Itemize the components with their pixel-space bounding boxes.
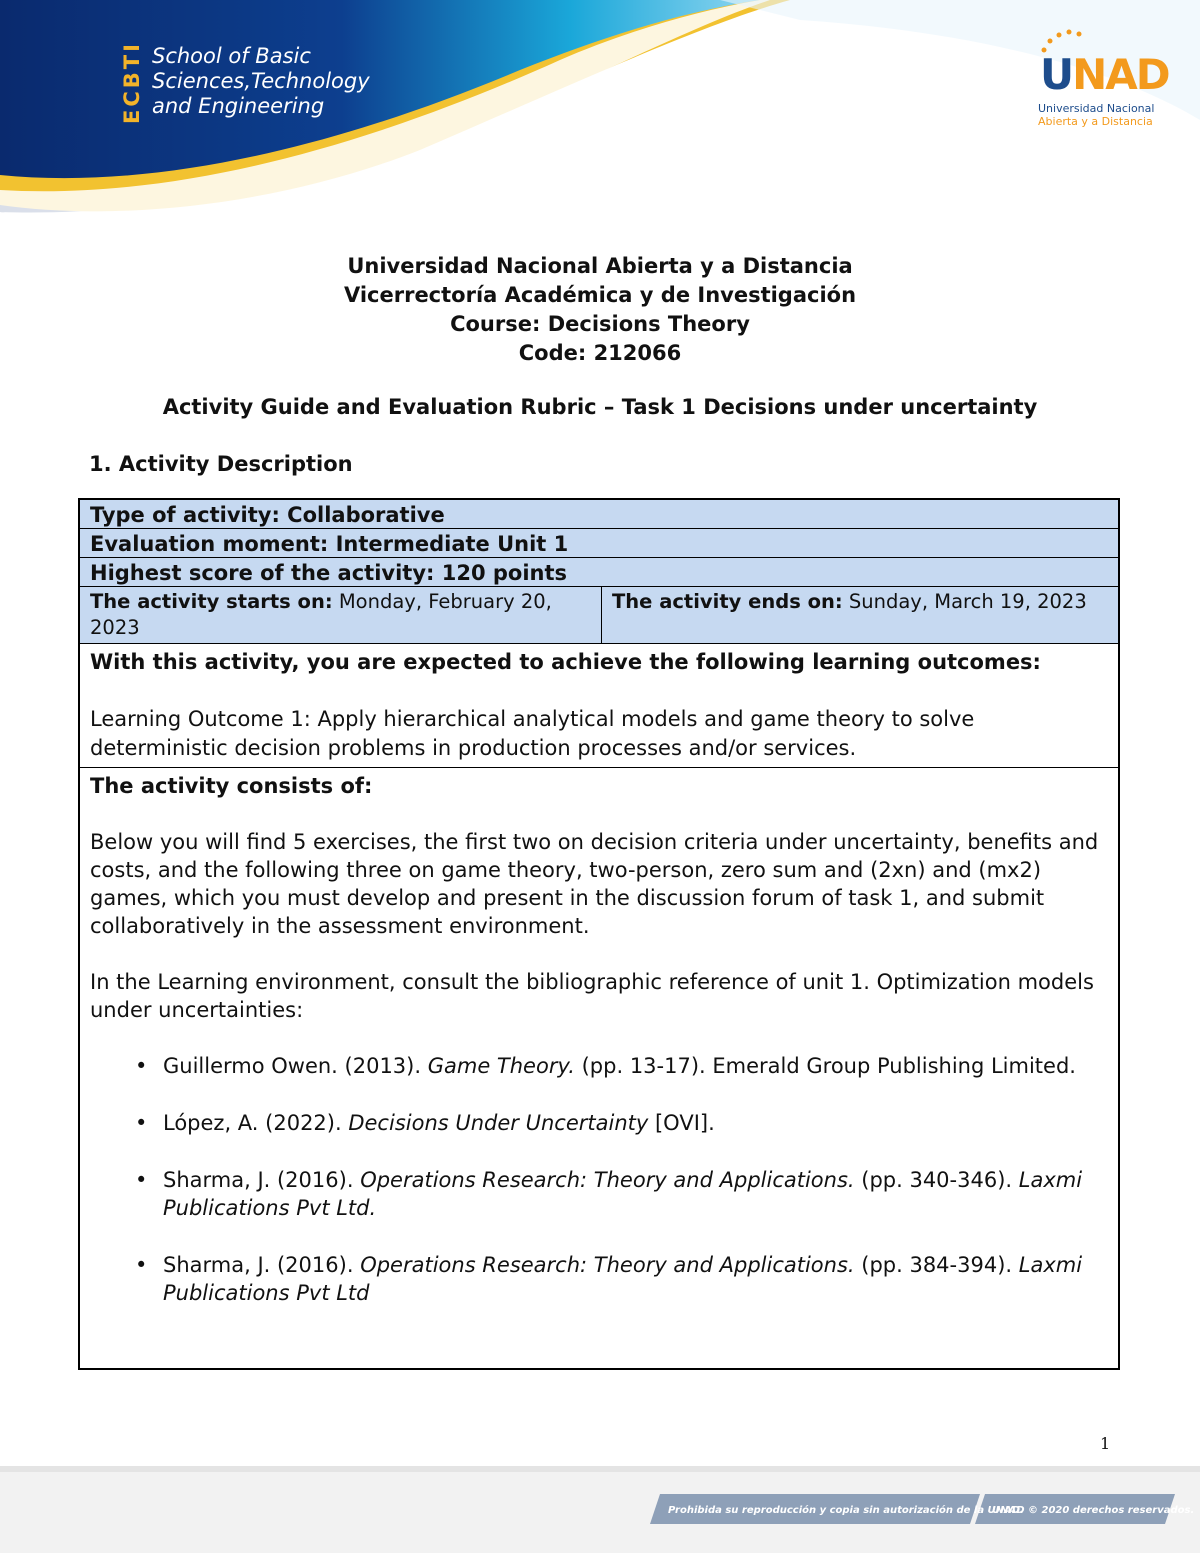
document-title-block <box>0 252 1200 368</box>
start-date-cell: The activity starts on: Monday, February 20, 2023 <box>80 587 602 643</box>
reference-item: • López, A. (2022). Decisions Under Uncertainty [OVI]. <box>163 1109 1108 1137</box>
section-title: 1. Activity Description <box>89 452 353 476</box>
guide-title: Activity Guide and Evaluation Rubric – Task 1 Decisions under uncertainty <box>162 395 1038 419</box>
vicerrectoria-title: Vicerrectoría Académica y de Investigación <box>343 283 857 307</box>
reference-item: • Sharma, J. (2016). Operations Research: Theory and Applications. (pp. 340-346). Laxmi Publications Pvt Ltd. <box>163 1166 1108 1222</box>
logo-wordmark: UNAD <box>1040 50 1169 99</box>
consists-paragraph-2: In the Learning environment, consult the bibliographic reference of unit 1. Optimization models under uncertainties: <box>90 970 1094 1022</box>
learning-outcome-1: Learning Outcome 1: Apply hierarchical analytical models and game theory to solve deterministic decision problems in production processes and/or services. <box>90 707 975 760</box>
evaluation-moment-row: Evaluation moment: Intermediate Unit 1 <box>80 529 1118 558</box>
unad-logo <box>1030 28 1169 128</box>
activity-table <box>78 498 1120 1370</box>
end-date-cell: The activity ends on: Sunday, March 19, 2023 <box>612 590 1087 613</box>
ecbti-vertical-label: ECBTI <box>120 41 144 124</box>
reference-item: • Guillermo Owen. (2013). Game Theory. (pp. 13-17). Emerald Group Publishing Limited. <box>163 1052 1108 1080</box>
activity-consists-row <box>80 768 1118 1368</box>
course-title: Course: Decisions Theory <box>450 312 750 336</box>
reference-item: • Sharma, J. (2016). Operations Research: Theory and Applications. (pp. 384-394). Laxmi Publications Pvt Ltd <box>163 1251 1108 1307</box>
logo-subtitle-1: Universidad Nacional <box>1038 102 1155 115</box>
learning-outcomes-row <box>80 644 1118 768</box>
header-banner <box>0 0 1200 215</box>
consists-heading: The activity consists of: <box>90 774 373 798</box>
dates-row <box>80 587 1118 644</box>
consists-paragraph-1: Below you will find 5 exercises, the first two on decision criteria under uncertainty, benefits and costs, and the following three on game theory, two-person, zero sum and (2xn) and (mx2) games, which you must develop and present in the discussion forum of task 1, and submit collaboratively in the assessment environment. <box>90 830 1099 938</box>
page-number: 1 <box>1100 1434 1111 1453</box>
course-code: Code: 212066 <box>518 341 682 365</box>
highest-score-row: Highest score of the activity: 120 points <box>80 558 1118 587</box>
university-title: Universidad Nacional Abierta y a Distancia <box>347 254 853 278</box>
outcomes-heading: With this activity, you are expected to achieve the following learning outcomes: <box>90 650 1041 674</box>
footer-notice: Prohibida su reproducción y copia sin autorización de la UNAD. <box>668 1505 1024 1516</box>
school-name: School of Basic Sciences,Technology and Engineering <box>152 44 370 118</box>
reference-list <box>90 1052 1108 1307</box>
footer-copyright: UNAD © 2020 derechos reservados. <box>992 1505 1195 1516</box>
logo-subtitle-2: Abierta y a Distancia <box>1038 115 1153 128</box>
activity-type-row: Type of activity: Collaborative <box>80 500 1118 529</box>
